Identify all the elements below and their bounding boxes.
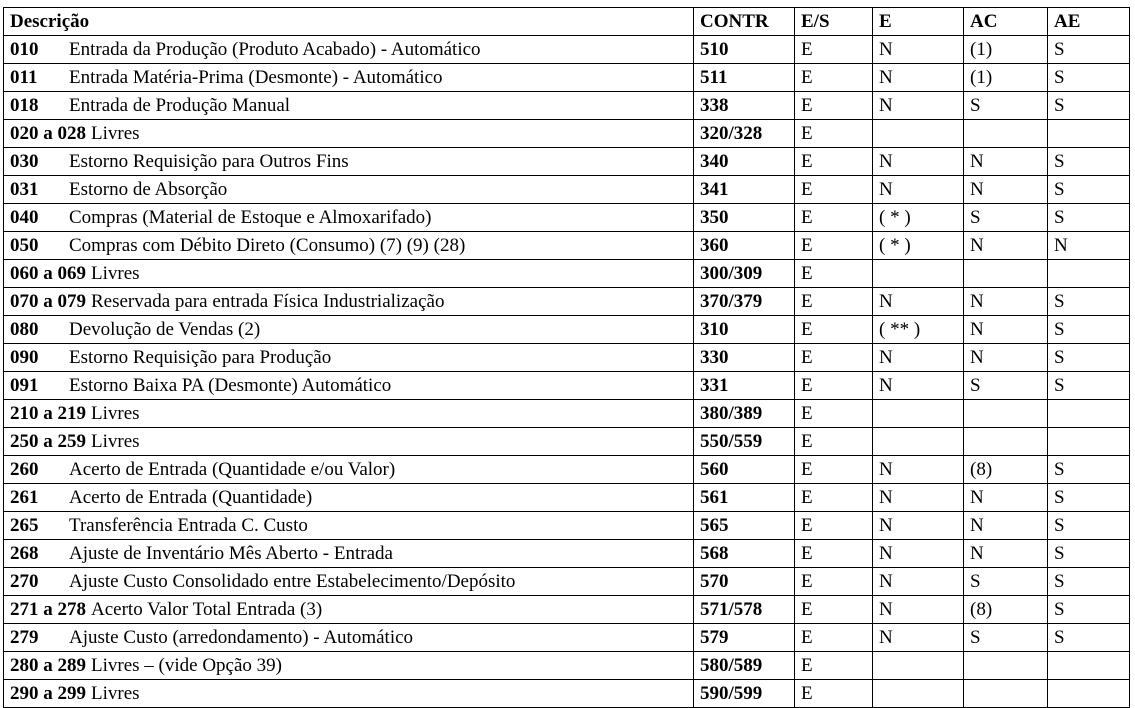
cell-descricao — [4, 120, 694, 148]
cell-e — [873, 680, 964, 708]
row-description: Livres — [91, 123, 140, 144]
row-description: Transferência Entrada C. Custo — [69, 515, 308, 536]
table-row — [4, 260, 1130, 288]
cell-ae: S — [1048, 512, 1130, 540]
transaction-codes-table — [3, 7, 1130, 708]
cell-e: N — [873, 36, 964, 64]
row-code: 031 — [10, 179, 39, 200]
cell-contr: 320/328 — [694, 120, 795, 148]
cell-descricao — [4, 596, 694, 624]
cell-ae — [1048, 428, 1130, 456]
cell-descricao — [4, 400, 694, 428]
cell-ae: S — [1048, 316, 1130, 344]
cell-descricao — [4, 344, 694, 372]
cell-contr: 300/309 — [694, 260, 795, 288]
table-row — [4, 456, 1130, 484]
cell-es: E — [795, 568, 873, 596]
cell-contr: 340 — [694, 148, 795, 176]
cell-contr: 550/559 — [694, 428, 795, 456]
cell-ac: S — [964, 372, 1048, 400]
cell-descricao — [4, 428, 694, 456]
cell-e: N — [873, 344, 964, 372]
cell-e: N — [873, 176, 964, 204]
row-description: Compras com Débito Direto (Consumo) (7) (9) (28) — [69, 235, 466, 256]
row-description: Ajuste de Inventário Mês Aberto - Entrada — [69, 543, 393, 564]
table-row — [4, 64, 1130, 92]
cell-e: N — [873, 540, 964, 568]
cell-e: N — [873, 456, 964, 484]
cell-ac: (8) — [964, 596, 1048, 624]
cell-contr: 571/578 — [694, 596, 795, 624]
cell-ae: S — [1048, 484, 1130, 512]
cell-descricao — [4, 680, 694, 708]
row-code: 018 — [10, 95, 39, 116]
cell-contr: 590/599 — [694, 680, 795, 708]
row-code: 011 — [10, 67, 38, 88]
cell-e: ( * ) — [873, 204, 964, 232]
row-description: Devolução de Vendas (2) — [69, 319, 261, 340]
row-description: Livres — [91, 431, 140, 452]
cell-es: E — [795, 456, 873, 484]
cell-e: N — [873, 512, 964, 540]
cell-ac: N — [964, 344, 1048, 372]
cell-ac — [964, 680, 1048, 708]
table-row — [4, 484, 1130, 512]
cell-descricao — [4, 512, 694, 540]
table-row — [4, 288, 1130, 316]
cell-es: E — [795, 624, 873, 652]
row-code: 271 a 278 — [10, 599, 86, 620]
cell-contr: 350 — [694, 204, 795, 232]
cell-descricao — [4, 64, 694, 92]
cell-ae — [1048, 652, 1130, 680]
row-code: 010 — [10, 39, 39, 60]
table-row — [4, 148, 1130, 176]
cell-contr: 568 — [694, 540, 795, 568]
cell-e — [873, 120, 964, 148]
cell-contr: 370/379 — [694, 288, 795, 316]
cell-descricao — [4, 316, 694, 344]
table-row — [4, 540, 1130, 568]
cell-descricao — [4, 372, 694, 400]
cell-ae: S — [1048, 64, 1130, 92]
cell-es: E — [795, 92, 873, 120]
cell-ae: S — [1048, 176, 1130, 204]
cell-e: N — [873, 372, 964, 400]
row-description: Livres — [91, 403, 140, 424]
cell-descricao — [4, 484, 694, 512]
cell-ac — [964, 120, 1048, 148]
cell-descricao — [4, 624, 694, 652]
row-description: Ajuste Custo Consolidado entre Estabelecimento/Depósito — [69, 571, 516, 592]
cell-ae: S — [1048, 344, 1130, 372]
cell-es: E — [795, 652, 873, 680]
table-row — [4, 92, 1130, 120]
cell-ae: S — [1048, 568, 1130, 596]
row-description: Livres — [91, 263, 140, 284]
row-code: 280 a 289 — [10, 655, 86, 676]
table-row — [4, 344, 1130, 372]
cell-ae: S — [1048, 456, 1130, 484]
cell-ac: N — [964, 484, 1048, 512]
cell-ae: S — [1048, 372, 1130, 400]
cell-ac: S — [964, 568, 1048, 596]
row-description: Livres — [91, 683, 140, 704]
cell-ac: N — [964, 232, 1048, 260]
cell-ae: S — [1048, 288, 1130, 316]
cell-contr: 341 — [694, 176, 795, 204]
cell-ac: (1) — [964, 64, 1048, 92]
cell-descricao — [4, 568, 694, 596]
cell-es: E — [795, 316, 873, 344]
cell-ae: S — [1048, 204, 1130, 232]
header-ac: AC — [964, 8, 1048, 36]
row-code: 050 — [10, 235, 39, 256]
cell-ac: N — [964, 512, 1048, 540]
cell-contr: 570 — [694, 568, 795, 596]
row-description: Livres – (vide Opção 39) — [91, 655, 282, 676]
row-description: Entrada Matéria-Prima (Desmonte) - Automático — [69, 67, 443, 88]
table-row — [4, 596, 1130, 624]
cell-e: N — [873, 484, 964, 512]
table-row — [4, 428, 1130, 456]
cell-e: N — [873, 288, 964, 316]
cell-contr: 310 — [694, 316, 795, 344]
cell-contr: 580/589 — [694, 652, 795, 680]
row-code: 270 — [10, 571, 39, 592]
cell-es: E — [795, 400, 873, 428]
cell-e: N — [873, 92, 964, 120]
row-description: Entrada de Produção Manual — [69, 95, 291, 116]
row-code: 030 — [10, 151, 39, 172]
cell-ac — [964, 260, 1048, 288]
table-row — [4, 372, 1130, 400]
table-row — [4, 316, 1130, 344]
header-row — [4, 8, 1130, 36]
header-es: E/S — [795, 8, 873, 36]
table-row — [4, 232, 1130, 260]
cell-contr: 331 — [694, 372, 795, 400]
row-code: 091 — [10, 375, 39, 396]
cell-contr: 565 — [694, 512, 795, 540]
cell-es: E — [795, 484, 873, 512]
cell-es: E — [795, 540, 873, 568]
cell-e: N — [873, 64, 964, 92]
cell-ae — [1048, 400, 1130, 428]
cell-ae: S — [1048, 540, 1130, 568]
cell-e: N — [873, 596, 964, 624]
cell-es: E — [795, 596, 873, 624]
row-code: 070 a 079 — [10, 291, 86, 312]
cell-ac: N — [964, 316, 1048, 344]
cell-e — [873, 428, 964, 456]
cell-descricao — [4, 456, 694, 484]
header-ae: AE — [1048, 8, 1130, 36]
header-e: E — [873, 8, 964, 36]
row-code: 290 a 299 — [10, 683, 86, 704]
cell-ae — [1048, 680, 1130, 708]
cell-es: E — [795, 680, 873, 708]
cell-ac: S — [964, 204, 1048, 232]
cell-contr: 360 — [694, 232, 795, 260]
cell-contr: 561 — [694, 484, 795, 512]
cell-es: E — [795, 232, 873, 260]
cell-ac: (8) — [964, 456, 1048, 484]
cell-es: E — [795, 64, 873, 92]
row-code: 265 — [10, 515, 39, 536]
cell-ae: N — [1048, 232, 1130, 260]
row-code: 250 a 259 — [10, 431, 86, 452]
row-description: Estorno de Absorção — [69, 179, 228, 200]
cell-ae: S — [1048, 148, 1130, 176]
row-description: Compras (Material de Estoque e Almoxarifado) — [69, 207, 432, 228]
cell-descricao — [4, 540, 694, 568]
table-row — [4, 568, 1130, 596]
cell-contr: 330 — [694, 344, 795, 372]
cell-e: N — [873, 624, 964, 652]
cell-contr: 380/389 — [694, 400, 795, 428]
cell-descricao — [4, 204, 694, 232]
header-descricao: Descrição — [4, 8, 694, 36]
cell-es: E — [795, 288, 873, 316]
cell-descricao — [4, 176, 694, 204]
cell-es: E — [795, 176, 873, 204]
cell-e: N — [873, 568, 964, 596]
cell-contr: 338 — [694, 92, 795, 120]
row-description: Ajuste Custo (arredondamento) - Automático — [69, 627, 414, 648]
row-code: 261 — [10, 487, 39, 508]
cell-descricao — [4, 92, 694, 120]
cell-ae: S — [1048, 36, 1130, 64]
cell-ac — [964, 400, 1048, 428]
cell-ac: (1) — [964, 36, 1048, 64]
cell-descricao — [4, 260, 694, 288]
row-description: Acerto Valor Total Entrada (3) — [91, 599, 323, 620]
cell-e: N — [873, 148, 964, 176]
table-row — [4, 512, 1130, 540]
row-description: Reservada para entrada Física Industrialização — [91, 291, 445, 312]
cell-ae: S — [1048, 624, 1130, 652]
table-row — [4, 624, 1130, 652]
cell-es: E — [795, 36, 873, 64]
table-row — [4, 204, 1130, 232]
table-row — [4, 400, 1130, 428]
row-code: 020 a 028 — [10, 123, 86, 144]
cell-e — [873, 400, 964, 428]
header-contr: CONTR — [694, 8, 795, 36]
row-description: Estorno Baixa PA (Desmonte) Automático — [69, 375, 392, 396]
table-row — [4, 176, 1130, 204]
cell-es: E — [795, 148, 873, 176]
cell-e: ( * ) — [873, 232, 964, 260]
cell-ae — [1048, 260, 1130, 288]
cell-descricao — [4, 288, 694, 316]
table-row — [4, 652, 1130, 680]
row-code: 080 — [10, 319, 39, 340]
cell-es: E — [795, 372, 873, 400]
cell-es: E — [795, 512, 873, 540]
cell-e — [873, 652, 964, 680]
cell-contr: 511 — [694, 64, 795, 92]
cell-contr: 510 — [694, 36, 795, 64]
cell-ac: S — [964, 92, 1048, 120]
row-code: 268 — [10, 543, 39, 564]
row-code: 090 — [10, 347, 39, 368]
row-description: Estorno Requisição para Produção — [69, 347, 332, 368]
cell-ae: S — [1048, 92, 1130, 120]
cell-ac: S — [964, 624, 1048, 652]
row-description: Estorno Requisição para Outros Fins — [69, 151, 349, 172]
cell-ac: N — [964, 540, 1048, 568]
cell-contr: 560 — [694, 456, 795, 484]
row-code: 260 — [10, 459, 39, 480]
cell-descricao — [4, 36, 694, 64]
cell-ac — [964, 428, 1048, 456]
cell-contr: 579 — [694, 624, 795, 652]
cell-descricao — [4, 232, 694, 260]
cell-ac — [964, 652, 1048, 680]
row-code: 060 a 069 — [10, 263, 86, 284]
cell-ae — [1048, 120, 1130, 148]
row-description: Acerto de Entrada (Quantidade e/ou Valor) — [69, 459, 396, 480]
cell-es: E — [795, 204, 873, 232]
cell-ae: S — [1048, 596, 1130, 624]
table-row — [4, 680, 1130, 708]
row-code: 210 a 219 — [10, 403, 86, 424]
row-code: 040 — [10, 207, 39, 228]
row-description: Acerto de Entrada (Quantidade) — [69, 487, 313, 508]
table-row — [4, 120, 1130, 148]
cell-descricao — [4, 652, 694, 680]
cell-ac: N — [964, 176, 1048, 204]
cell-es: E — [795, 260, 873, 288]
row-description: Entrada da Produção (Produto Acabado) - Automático — [69, 39, 481, 60]
cell-es: E — [795, 120, 873, 148]
row-code: 279 — [10, 627, 39, 648]
cell-es: E — [795, 344, 873, 372]
cell-descricao — [4, 148, 694, 176]
cell-ac: N — [964, 148, 1048, 176]
cell-ac: N — [964, 288, 1048, 316]
cell-es: E — [795, 428, 873, 456]
table-row — [4, 36, 1130, 64]
cell-e — [873, 260, 964, 288]
cell-e: ( ** ) — [873, 316, 964, 344]
